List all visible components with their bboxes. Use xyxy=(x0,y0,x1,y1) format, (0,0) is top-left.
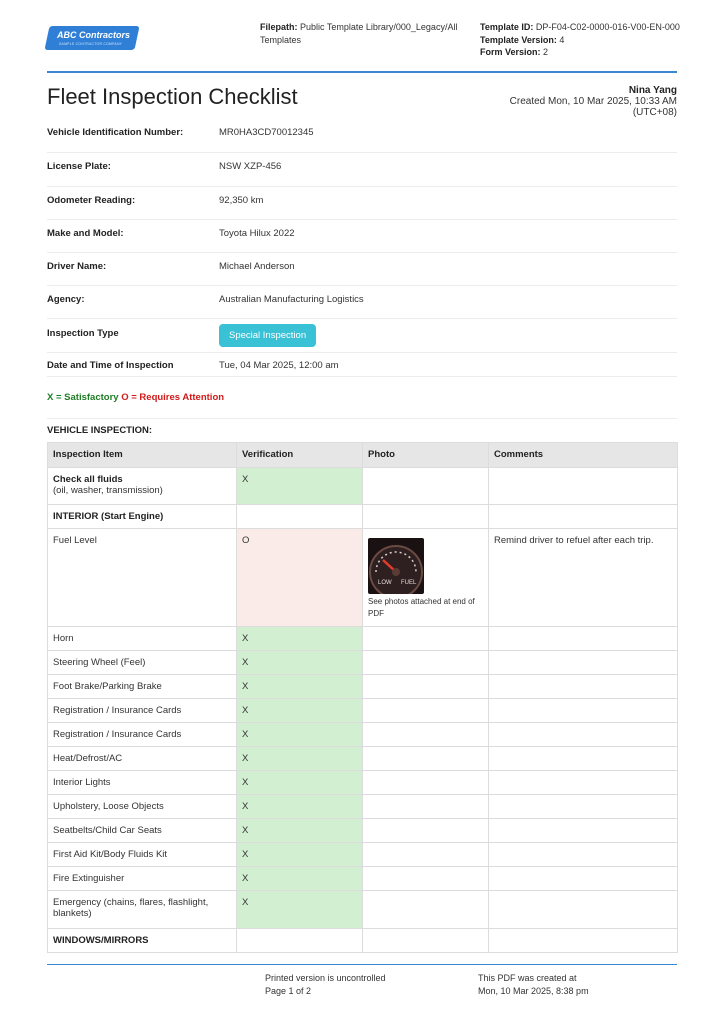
verification-cell: X xyxy=(237,843,363,867)
column-header: Photo xyxy=(363,443,489,468)
template-info-block xyxy=(480,21,680,59)
comment-cell xyxy=(489,651,678,675)
verification-cell: X xyxy=(237,651,363,675)
form-version-value: 2 xyxy=(543,47,549,57)
photo-cell xyxy=(363,867,489,891)
pdf-created-label: This PDF was created at xyxy=(478,973,577,983)
item-cell xyxy=(48,468,237,505)
page-number: Page 1 of 2 xyxy=(265,986,312,996)
field-label: Odometer Reading: xyxy=(47,195,136,206)
comment-cell xyxy=(489,627,678,651)
item-cell xyxy=(48,505,237,529)
field-label: Agency: xyxy=(47,294,85,305)
vehicle-details xyxy=(47,116,677,377)
pdf-created-date: Mon, 10 Mar 2025, 8:38 pm xyxy=(478,986,589,996)
comment-cell xyxy=(489,468,678,505)
field-label: Date and Time of Inspection xyxy=(47,360,174,371)
item-cell: Fuel Level xyxy=(48,529,237,627)
verification-cell: X xyxy=(237,771,363,795)
verification-legend xyxy=(47,392,224,403)
photo-cell xyxy=(363,843,489,867)
uncontrolled-notice: Printed version is uncontrolled xyxy=(265,973,386,983)
svg-text:FUEL: FUEL xyxy=(401,580,417,586)
field-row-odometer xyxy=(47,187,677,220)
table-row xyxy=(48,819,678,843)
item-name: Check all fluids xyxy=(53,474,123,485)
svg-text:LOW: LOW xyxy=(378,580,392,586)
table-row xyxy=(48,795,678,819)
photo-caption: See photos attached at end of PDF xyxy=(368,597,475,618)
comment-cell xyxy=(489,819,678,843)
item-cell: Registration / Insurance Cards xyxy=(48,699,237,723)
field-value: Toyota Hilux 2022 xyxy=(219,228,295,239)
photo-cell xyxy=(363,505,489,529)
section-heading: INTERIOR (Start Engine) xyxy=(53,511,164,522)
creation-meta xyxy=(510,85,677,118)
page-title: Fleet Inspection Checklist xyxy=(47,84,298,109)
legend-divider xyxy=(47,418,677,419)
comment-cell xyxy=(489,675,678,699)
created-timezone: (UTC+08) xyxy=(632,107,677,118)
inspection-type-badge: Special Inspection xyxy=(219,324,316,347)
verification-cell: X xyxy=(237,699,363,723)
filepath-block xyxy=(260,21,460,46)
field-label: License Plate: xyxy=(47,161,111,172)
table-row xyxy=(48,867,678,891)
photo-cell xyxy=(363,819,489,843)
table-row xyxy=(48,723,678,747)
verification-cell xyxy=(237,929,363,953)
comment-cell xyxy=(489,699,678,723)
fuel-gauge-photo[interactable] xyxy=(368,538,424,594)
legend-x-text: = Satisfactory xyxy=(55,392,119,403)
field-value: Tue, 04 Mar 2025, 12:00 am xyxy=(219,360,339,371)
table-row xyxy=(48,651,678,675)
photo-cell xyxy=(363,771,489,795)
column-header: Inspection Item xyxy=(48,443,237,468)
photo-cell xyxy=(363,468,489,505)
verification-cell: X xyxy=(237,867,363,891)
logo-subtext: SAMPLE CONTRACTOR COMPANY xyxy=(59,42,123,46)
field-value: Australian Manufacturing Logistics xyxy=(219,294,364,305)
photo-cell xyxy=(363,651,489,675)
field-row-agency xyxy=(47,286,677,319)
item-cell: Registration / Insurance Cards xyxy=(48,723,237,747)
section-title: VEHICLE INSPECTION: xyxy=(47,425,153,436)
photo-cell xyxy=(363,747,489,771)
legend-o-key: O xyxy=(121,392,129,403)
author-name: Nina Yang xyxy=(628,85,677,96)
verification-cell: X xyxy=(237,627,363,651)
comment-cell xyxy=(489,505,678,529)
verification-cell: O xyxy=(237,529,363,627)
item-cell: Seatbelts/Child Car Seats xyxy=(48,819,237,843)
table-row xyxy=(48,468,678,505)
table-row xyxy=(48,843,678,867)
verification-cell: X xyxy=(237,468,363,505)
item-cell: Interior Lights xyxy=(48,771,237,795)
field-row-driver xyxy=(47,253,677,286)
photo-cell xyxy=(363,675,489,699)
field-label: Driver Name: xyxy=(47,261,107,272)
footer-divider xyxy=(47,964,677,965)
verification-cell xyxy=(237,505,363,529)
legend-x-key: X xyxy=(47,392,54,403)
header-divider xyxy=(47,71,677,73)
filepath-label: Filepath: xyxy=(260,22,298,32)
photo-cell xyxy=(363,723,489,747)
legend-o-text: = Requires Attention xyxy=(131,392,225,403)
item-cell: Heat/Defrost/AC xyxy=(48,747,237,771)
item-cell xyxy=(48,929,237,953)
table-row xyxy=(48,771,678,795)
verification-cell: X xyxy=(237,723,363,747)
field-value: NSW XZP-456 xyxy=(219,161,282,172)
column-header: Verification xyxy=(237,443,363,468)
item-cell: Upholstery, Loose Objects xyxy=(48,795,237,819)
field-row-license-plate xyxy=(47,153,677,187)
item-cell: Fire Extinguisher xyxy=(48,867,237,891)
verification-cell: X xyxy=(237,675,363,699)
table-row xyxy=(48,699,678,723)
item-cell: Steering Wheel (Feel) xyxy=(48,651,237,675)
comment-cell: Remind driver to refuel after each trip. xyxy=(489,529,678,627)
photo-cell xyxy=(363,891,489,929)
template-id-value: DP-F04-C02-0000-016-V00-EN-000 xyxy=(535,22,680,32)
table-row xyxy=(48,747,678,771)
comment-cell xyxy=(489,723,678,747)
logo-text: ABC Contractors xyxy=(57,30,131,40)
field-value: MR0HA3CD70012345 xyxy=(219,127,314,138)
table-section-row xyxy=(48,929,678,953)
comment-cell xyxy=(489,843,678,867)
table-section-row xyxy=(48,505,678,529)
field-label: Make and Model: xyxy=(47,228,124,239)
comment-cell xyxy=(489,771,678,795)
photo-cell xyxy=(363,929,489,953)
verification-cell: X xyxy=(237,795,363,819)
comment-cell xyxy=(489,747,678,771)
photo-cell xyxy=(363,699,489,723)
column-header: Comments xyxy=(489,443,678,468)
comment-cell xyxy=(489,867,678,891)
field-label: Vehicle Identification Number: xyxy=(47,127,184,138)
table-row xyxy=(48,529,678,627)
created-date: Created Mon, 10 Mar 2025, 10:33 AM xyxy=(509,96,677,107)
footer-right xyxy=(478,972,589,998)
template-id-label: Template ID: xyxy=(480,22,534,32)
template-version-label: Template Version: xyxy=(480,34,557,45)
photo-cell xyxy=(363,627,489,651)
comment-cell xyxy=(489,891,678,929)
photo-cell xyxy=(363,529,489,627)
photo-cell xyxy=(363,795,489,819)
item-cell: First Aid Kit/Body Fluids Kit xyxy=(48,843,237,867)
page-header xyxy=(47,18,680,72)
verification-cell: X xyxy=(237,747,363,771)
verification-cell: X xyxy=(237,819,363,843)
field-label: Inspection Type xyxy=(47,328,119,339)
table-header-row xyxy=(48,443,678,468)
field-row-vin xyxy=(47,116,677,153)
field-value: Michael Anderson xyxy=(219,261,295,272)
field-row-make-model xyxy=(47,220,677,253)
field-value: 92,350 km xyxy=(219,195,264,206)
field-row-inspection-type xyxy=(47,319,677,353)
footer-left xyxy=(265,972,386,998)
comment-cell xyxy=(489,929,678,953)
company-logo xyxy=(47,26,137,52)
inspection-table xyxy=(47,442,678,953)
item-cell: Horn xyxy=(48,627,237,651)
field-row-inspection-date xyxy=(47,353,677,377)
item-cell: Foot Brake/Parking Brake xyxy=(48,675,237,699)
comment-cell xyxy=(489,795,678,819)
template-version-value: 4 xyxy=(559,34,565,45)
table-row xyxy=(48,627,678,651)
item-cell: Emergency (chains, flares, flashlight, blankets) xyxy=(48,891,237,929)
form-version-label: Form Version: xyxy=(480,47,541,57)
item-subtext: (oil, washer, transmission) xyxy=(53,485,163,496)
table-row xyxy=(48,675,678,699)
verification-cell: X xyxy=(237,891,363,929)
filepath-value: Public Template Library/000_Legacy/All Templates xyxy=(260,22,458,45)
table-row xyxy=(48,891,678,929)
section-heading: WINDOWS/MIRRORS xyxy=(53,935,149,946)
